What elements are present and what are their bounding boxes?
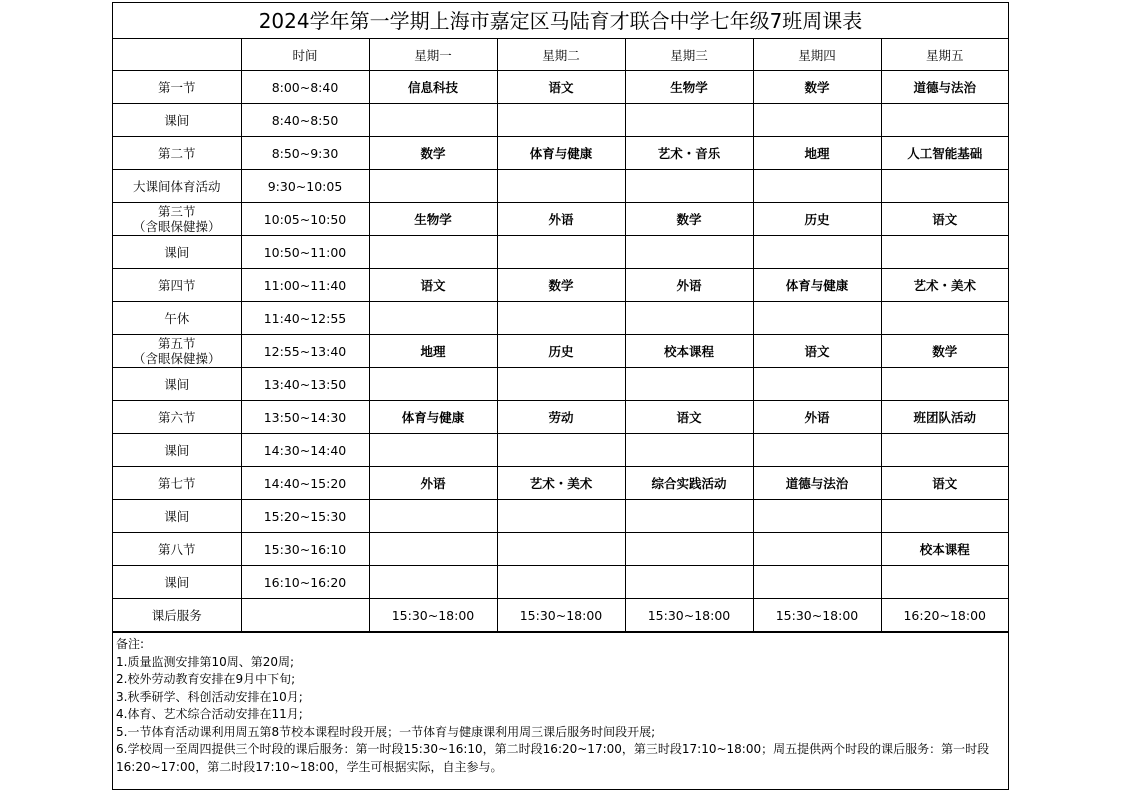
period-label bbox=[113, 434, 241, 467]
period-label bbox=[113, 170, 241, 203]
period-label bbox=[113, 269, 241, 302]
schedule-row bbox=[113, 368, 1008, 401]
note-item: 4.体育、艺术综合活动安排在11月; bbox=[116, 707, 303, 721]
course-cell-tue: 劳动 bbox=[497, 401, 625, 434]
schedule-row bbox=[113, 566, 1008, 599]
course-cell-thu bbox=[753, 500, 881, 533]
course-cell-tue bbox=[497, 302, 625, 335]
time-cell: 13:50~14:30 bbox=[241, 401, 369, 434]
course-cell-fri: 人工智能基础 bbox=[881, 137, 1008, 170]
course-cell-thu: 地理 bbox=[753, 137, 881, 170]
course-cell-wed bbox=[625, 170, 753, 203]
period-name: 第六节 bbox=[157, 409, 196, 425]
period-name: 第八节 bbox=[157, 541, 196, 557]
time-cell: 8:00~8:40 bbox=[241, 71, 369, 104]
period-label bbox=[113, 302, 241, 335]
course-cell-wed bbox=[625, 368, 753, 401]
course-cell-fri bbox=[881, 236, 1008, 269]
course-cell-mon: 数学 bbox=[369, 137, 497, 170]
course-cell-wed: 外语 bbox=[625, 269, 753, 302]
course-cell-mon bbox=[369, 104, 497, 137]
course-cell-fri: 道德与法治 bbox=[881, 71, 1008, 104]
course-cell-fri: 语文 bbox=[881, 467, 1008, 500]
time-cell: 8:50~9:30 bbox=[241, 137, 369, 170]
course-cell-fri: 语文 bbox=[881, 203, 1008, 236]
period-label bbox=[113, 368, 241, 401]
course-cell-wed bbox=[625, 500, 753, 533]
course-cell-tue bbox=[497, 533, 625, 566]
course-cell-mon: 语文 bbox=[369, 269, 497, 302]
course-cell-tue: 艺术・美术 bbox=[497, 467, 625, 500]
schedule-row bbox=[113, 170, 1008, 203]
time-cell: 12:55~13:40 bbox=[241, 335, 369, 368]
header-day-fri: 星期五 bbox=[881, 39, 1008, 71]
schedule-row bbox=[113, 302, 1008, 335]
time-cell: 15:30~16:10 bbox=[241, 533, 369, 566]
course-cell-thu: 外语 bbox=[753, 401, 881, 434]
course-cell-thu: 道德与法治 bbox=[753, 467, 881, 500]
course-cell-tue: 体育与健康 bbox=[497, 137, 625, 170]
period-name: 课后服务 bbox=[151, 607, 202, 623]
course-cell-mon bbox=[369, 500, 497, 533]
course-cell-mon bbox=[369, 434, 497, 467]
course-cell-mon: 15:30~18:00 bbox=[369, 599, 497, 632]
period-name: 课间 bbox=[164, 376, 190, 392]
period-name: 大课间体育活动 bbox=[132, 178, 221, 194]
period-name: 课间 bbox=[164, 574, 190, 590]
course-cell-mon: 地理 bbox=[369, 335, 497, 368]
course-cell-mon: 外语 bbox=[369, 467, 497, 500]
timetable-sheet bbox=[112, 2, 1009, 790]
period-label bbox=[113, 533, 241, 566]
course-cell-fri: 班团队活动 bbox=[881, 401, 1008, 434]
course-cell-tue bbox=[497, 368, 625, 401]
period-label bbox=[113, 71, 241, 104]
course-cell-tue bbox=[497, 236, 625, 269]
time-cell: 13:40~13:50 bbox=[241, 368, 369, 401]
course-cell-thu: 历史 bbox=[753, 203, 881, 236]
period-name: 第四节 bbox=[157, 277, 196, 293]
course-cell-mon: 信息科技 bbox=[369, 71, 497, 104]
course-cell-thu bbox=[753, 368, 881, 401]
course-cell-tue bbox=[497, 566, 625, 599]
course-cell-mon bbox=[369, 302, 497, 335]
notes-section bbox=[113, 632, 1008, 776]
schedule-row bbox=[113, 71, 1008, 104]
course-cell-fri bbox=[881, 170, 1008, 203]
course-cell-mon bbox=[369, 566, 497, 599]
schedule-row bbox=[113, 401, 1008, 434]
note-item: 2.校外劳动教育安排在9月中下旬; bbox=[116, 672, 296, 686]
course-cell-tue: 语文 bbox=[497, 71, 625, 104]
schedule-row bbox=[113, 203, 1008, 236]
period-name: 午休 bbox=[164, 310, 190, 326]
course-cell-fri bbox=[881, 368, 1008, 401]
period-label bbox=[113, 104, 241, 137]
schedule-row bbox=[113, 236, 1008, 269]
period-label bbox=[113, 137, 241, 170]
course-cell-wed bbox=[625, 566, 753, 599]
course-cell-wed: 校本课程 bbox=[625, 335, 753, 368]
time-cell: 11:40~12:55 bbox=[241, 302, 369, 335]
schedule-row bbox=[113, 533, 1008, 566]
period-name: 第七节 bbox=[157, 475, 196, 491]
period-name: 课间 bbox=[164, 508, 190, 524]
time-cell: 10:50~11:00 bbox=[241, 236, 369, 269]
header-corner bbox=[113, 39, 241, 71]
course-cell-thu bbox=[753, 104, 881, 137]
time-cell: 9:30~10:05 bbox=[241, 170, 369, 203]
period-label bbox=[113, 401, 241, 434]
course-cell-wed: 15:30~18:00 bbox=[625, 599, 753, 632]
schedule-row bbox=[113, 599, 1008, 632]
note-item: 3.秋季研学、科创活动安排在10月; bbox=[116, 689, 303, 704]
course-cell-thu bbox=[753, 566, 881, 599]
course-cell-fri bbox=[881, 500, 1008, 533]
header-day-tue: 星期二 bbox=[497, 39, 625, 71]
course-cell-thu: 体育与健康 bbox=[753, 269, 881, 302]
course-cell-wed bbox=[625, 236, 753, 269]
period-label bbox=[113, 500, 241, 533]
time-cell bbox=[241, 599, 369, 632]
course-cell-tue: 15:30~18:00 bbox=[497, 599, 625, 632]
period-name: 第二节 bbox=[157, 145, 196, 161]
course-cell-wed bbox=[625, 434, 753, 467]
course-cell-wed: 数学 bbox=[625, 203, 753, 236]
schedule-row bbox=[113, 269, 1008, 302]
period-name: 第一节 bbox=[157, 79, 196, 95]
period-label bbox=[113, 467, 241, 500]
time-cell: 8:40~8:50 bbox=[241, 104, 369, 137]
course-cell-tue bbox=[497, 104, 625, 137]
course-cell-fri: 校本课程 bbox=[881, 533, 1008, 566]
course-cell-tue: 外语 bbox=[497, 203, 625, 236]
note-item: 5.一节体育活动课利用周五第8节校本课程时段开展；一节体育与健康课利用周三课后服务时间段开展; bbox=[116, 724, 656, 739]
note-item: 1.质量监测安排第10周、第20周; bbox=[116, 654, 295, 669]
course-cell-tue bbox=[497, 434, 625, 467]
period-label bbox=[113, 236, 241, 269]
schedule-row bbox=[113, 104, 1008, 137]
course-cell-thu: 数学 bbox=[753, 71, 881, 104]
schedule-row bbox=[113, 467, 1008, 500]
course-cell-wed: 生物学 bbox=[625, 71, 753, 104]
schedule-row bbox=[113, 335, 1008, 368]
course-cell-mon bbox=[369, 236, 497, 269]
schedule-row bbox=[113, 500, 1008, 533]
note-item: 6.学校周一至周四提供三个时段的课后服务：第一时段15:30~16:10，第二时段16:20~17:00，第三时段17:10~18:00；周五提供两个时段的课后服务：第一时段16:20~17:00，第二时段17:10~18:00，学生可根据实际，自主参与。 bbox=[116, 742, 990, 774]
course-cell-tue: 数学 bbox=[497, 269, 625, 302]
course-cell-fri bbox=[881, 302, 1008, 335]
time-cell: 15:20~15:30 bbox=[241, 500, 369, 533]
course-cell-mon bbox=[369, 170, 497, 203]
schedule-table bbox=[113, 39, 1008, 632]
header-time: 时间 bbox=[241, 39, 369, 71]
time-cell: 14:40~15:20 bbox=[241, 467, 369, 500]
period-name: 第五节 bbox=[157, 336, 196, 351]
course-cell-tue bbox=[497, 500, 625, 533]
period-name: 课间 bbox=[164, 442, 190, 458]
course-cell-thu bbox=[753, 170, 881, 203]
course-cell-thu: 语文 bbox=[753, 335, 881, 368]
course-cell-thu: 15:30~18:00 bbox=[753, 599, 881, 632]
course-cell-mon bbox=[369, 533, 497, 566]
course-cell-tue bbox=[497, 170, 625, 203]
period-note: （含眼保健操） bbox=[132, 219, 221, 234]
course-cell-mon: 体育与健康 bbox=[369, 401, 497, 434]
course-cell-fri: 艺术・美术 bbox=[881, 269, 1008, 302]
course-cell-wed: 综合实践活动 bbox=[625, 467, 753, 500]
course-cell-thu bbox=[753, 533, 881, 566]
course-cell-thu bbox=[753, 434, 881, 467]
period-name: 课间 bbox=[164, 244, 190, 260]
time-cell: 11:00~11:40 bbox=[241, 269, 369, 302]
course-cell-fri bbox=[881, 104, 1008, 137]
course-cell-thu bbox=[753, 236, 881, 269]
course-cell-tue: 历史 bbox=[497, 335, 625, 368]
header-day-wed: 星期三 bbox=[625, 39, 753, 71]
course-cell-wed: 语文 bbox=[625, 401, 753, 434]
period-label bbox=[113, 203, 241, 236]
period-note: （含眼保健操） bbox=[132, 351, 221, 366]
time-cell: 16:10~16:20 bbox=[241, 566, 369, 599]
schedule-row bbox=[113, 434, 1008, 467]
time-cell: 14:30~14:40 bbox=[241, 434, 369, 467]
header-day-mon: 星期一 bbox=[369, 39, 497, 71]
course-cell-mon bbox=[369, 368, 497, 401]
course-cell-fri: 16:20~18:00 bbox=[881, 599, 1008, 632]
course-cell-wed bbox=[625, 302, 753, 335]
page-title: 2024学年第一学期上海市嘉定区马陆育才联合中学七年级7班周课表 bbox=[113, 3, 1008, 39]
course-cell-fri bbox=[881, 566, 1008, 599]
schedule-row bbox=[113, 137, 1008, 170]
period-label bbox=[113, 566, 241, 599]
course-cell-fri: 数学 bbox=[881, 335, 1008, 368]
time-cell: 10:05~10:50 bbox=[241, 203, 369, 236]
notes-heading: 备注: bbox=[116, 637, 145, 651]
header-day-thu: 星期四 bbox=[753, 39, 881, 71]
period-name: 第三节 bbox=[157, 204, 196, 219]
period-label bbox=[113, 599, 241, 632]
course-cell-wed bbox=[625, 533, 753, 566]
course-cell-wed bbox=[625, 104, 753, 137]
course-cell-thu bbox=[753, 302, 881, 335]
period-label bbox=[113, 335, 241, 368]
course-cell-fri bbox=[881, 434, 1008, 467]
course-cell-wed: 艺术・音乐 bbox=[625, 137, 753, 170]
header-row bbox=[113, 39, 1008, 71]
course-cell-mon: 生物学 bbox=[369, 203, 497, 236]
period-name: 课间 bbox=[164, 112, 190, 128]
